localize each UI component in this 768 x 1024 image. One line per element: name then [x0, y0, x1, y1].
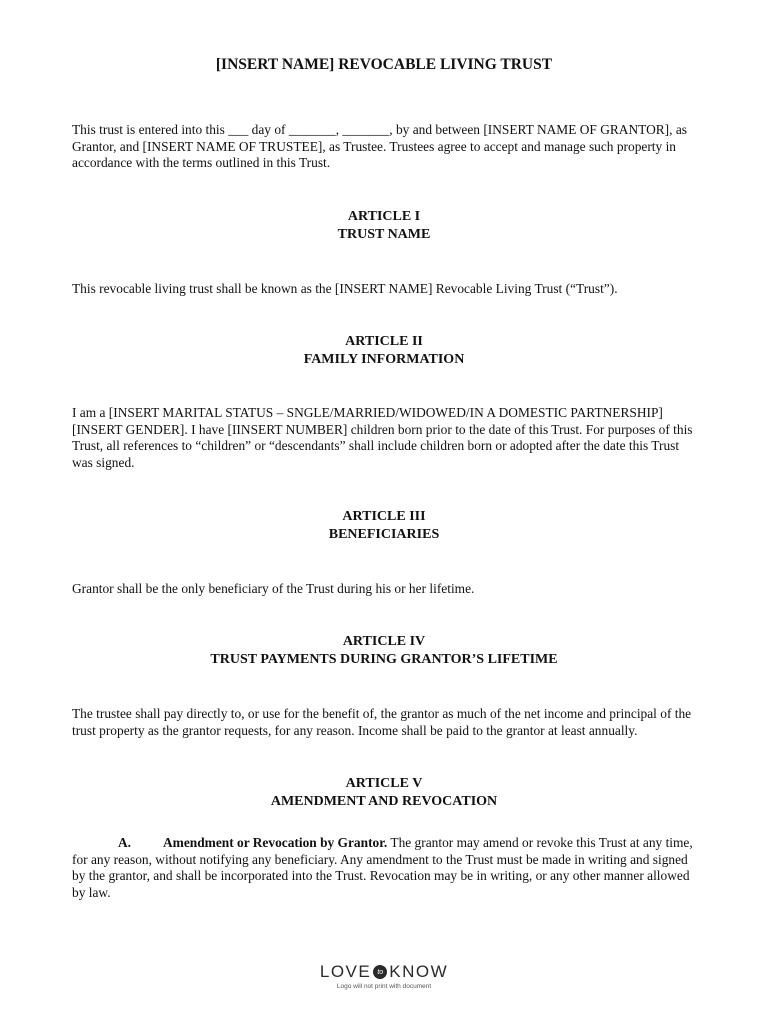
article-name: FAMILY INFORMATION — [303, 352, 465, 367]
article-3-body: Grantor shall be the only beneficiary of the Trust during his or her lifetime. — [72, 581, 475, 596]
article-name: AMENDMENT AND REVOCATION — [270, 794, 498, 809]
logo-note: Logo will not print with document — [336, 983, 432, 990]
article-number: ARTICLE II — [345, 334, 423, 349]
subsection-heading: Amendment or Revocation by Grantor. — [163, 835, 388, 850]
document-title: [INSERT NAME] REVOCABLE LIVING TRUST — [215, 56, 553, 73]
article-name: TRUST PAYMENTS DURING GRANTOR’S LIFETIME — [210, 652, 558, 667]
article-number: ARTICLE I — [347, 209, 421, 224]
logo-text-right: KNOW — [389, 962, 449, 981]
article-2-heading — [0, 333, 768, 369]
article-4-heading — [0, 633, 768, 669]
article-3-heading — [0, 508, 768, 544]
footer-logo — [0, 962, 768, 990]
article-name: BENEFICIARIES — [328, 527, 440, 542]
subsection-label: A. — [118, 835, 132, 850]
article-1-body: This revocable living trust shall be known as the [INSERT NAME] Revocable Living Trust (“Trust”). — [72, 281, 618, 296]
logo-badge-icon: to — [373, 965, 387, 979]
article-4-body: The trustee shall pay directly to, or use for the benefit of, the grantor as much of the net income and principal of the trust property as the grantor requests, for any reason. Income shall be paid to the grantor at least annually. — [72, 706, 692, 738]
lovetoknow-logo — [320, 962, 448, 982]
article-1-heading — [0, 208, 768, 244]
article-number: ARTICLE V — [345, 776, 423, 791]
article-number: ARTICLE IV — [342, 634, 426, 649]
article-5-heading — [0, 775, 768, 811]
logo-text-left: LOVE — [319, 962, 372, 981]
article-name: TRUST NAME — [337, 227, 431, 242]
article-number: ARTICLE III — [342, 509, 426, 524]
subsection-body: The grantor may amend or revoke this Trust at any time, for any reason, without notifying any beneficiary. Any amendment to the Trust must be made in writing and signed by the grantor, and shall be incorporated into the Trust. Revocation may be in writing, or any other manner allowed by law. — [72, 835, 693, 900]
article-2-body: I am a [INSERT MARITAL STATUS – SNGLE/MARRIED/WIDOWED/IN A DOMESTIC PARTNERSHIP] [INSERT GENDER]. I have [IINSERT NUMBER] children born prior to the date of this Trust. For purposes of this Trust, all references to “children” or “descendants” shall include children born or adopted after the date this Trust was signed. — [72, 405, 693, 470]
article-5-subsection-a — [72, 835, 698, 901]
intro-paragraph: This trust is entered into this ___ day of _______, _______, by and between [INSERT NAME OF GRANTOR], as Grantor, and [INSERT NAME OF TRUSTEE], as Trustee. Trustees agree to accept and manage such property in accordance with the terms outlined in this Trust. — [72, 122, 687, 171]
